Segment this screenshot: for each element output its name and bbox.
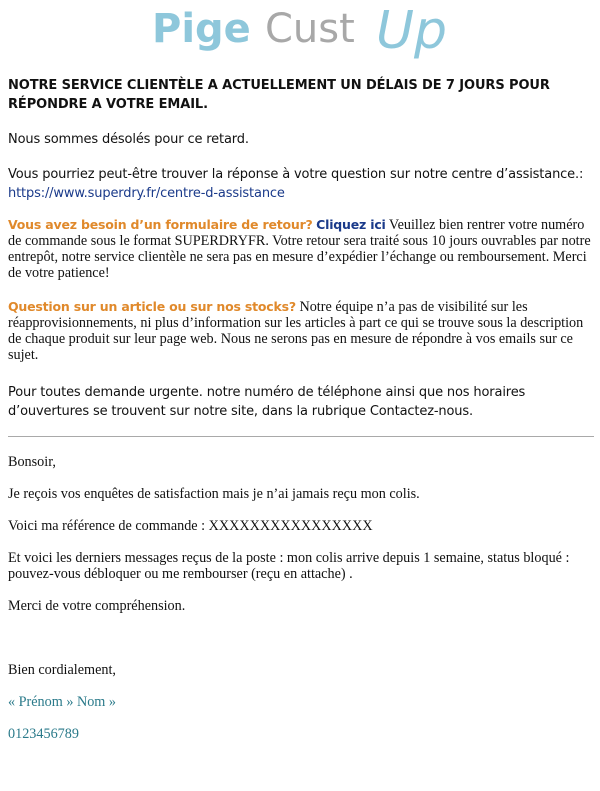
stock-question: Question sur un article ou sur nos stocks? (8, 299, 296, 314)
stock-paragraph (8, 299, 594, 363)
logo-pige-text: Pige (152, 6, 251, 52)
return-form-link[interactable]: Cliquez ici (316, 217, 386, 232)
return-question: Vous avez besoin d’un formulaire de retour? (8, 217, 313, 232)
return-paragraph (8, 217, 594, 281)
logo-cust-text: Cust (265, 6, 355, 52)
message-line-1: Je reçois vos enquêtes de satisfaction mais je n’ai jamais reçu mon colis. (8, 486, 420, 502)
message-line-3: Et voici les derniers messages reçus de la poste : mon colis arrive depuis 1 semaine, status bloqué : pouvez-vous débloquer ou me rembourser (reçu en attache) . (8, 550, 570, 582)
stock-text: Notre équipe n’a pas de visibilité sur les réapprovisionnements, ni plus d’information sur les articles à part ce qui se trouve sous la description de chaque produit sur leur page web. Nous ne serons pas en mesure de répondre à vos emails sur ce sujet. (8, 299, 584, 363)
return-text: Veuillez bien rentrer votre numéro de commande sous le format SUPERDRYFR. Votre retour sera traité sous 10 jours ouvrables par notre entrepôt, notre service clientèle ne sera pas en mesure d’expédier l’échange ou remboursement. Merci de votre patience! (8, 217, 591, 281)
apology-text: Nous sommes désolés pour ce retard. (8, 132, 249, 147)
help-center-text: Vous pourriez peut-être trouver la réponse à votre question sur notre centre d’assistance.: (8, 167, 584, 182)
order-reference-text: Voici ma référence de commande : XXXXXXXXXXXXXXXX (8, 518, 373, 534)
pigecustup-logo (0, 0, 600, 68)
delay-heading: NOTRE SERVICE CLIENTÈLE A ACTUELLEMENT UN DÉLAIS DE 7 JOURS POUR RÉPONDRE A VOTRE EMAIL. (8, 78, 550, 112)
signature-phone: 0123456789 (8, 726, 79, 742)
help-center-paragraph (8, 165, 594, 203)
logo-up-text: Up (376, 1, 448, 61)
urgent-text: Pour toutes demande urgente. notre numéro de téléphone ainsi que nos horaires d’ouvertures se trouvent sur notre site, dans la rubrique Contactez-nous. (8, 385, 526, 419)
greeting-text: Bonsoir, (8, 454, 56, 470)
signature-name: « Prénom » Nom » (8, 694, 116, 710)
thanks-text: Merci de votre compréhension. (8, 598, 186, 614)
separator-line (8, 436, 594, 437)
help-center-link[interactable]: https://www.superdry.fr/centre-d-assistance (8, 186, 285, 201)
closing-text: Bien cordialement, (8, 662, 116, 678)
